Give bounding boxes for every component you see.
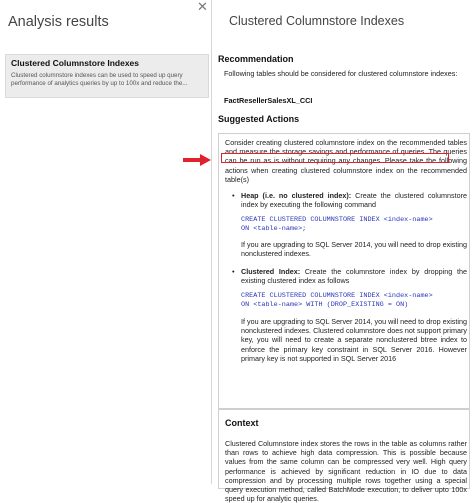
actions-intro-line2: tables and measure the storage savings and performance of queries. (225, 138, 467, 157)
clustered-index-instruction (241, 267, 467, 285)
analysis-results-title: Analysis results (8, 14, 109, 30)
bullet-heap: • (232, 191, 235, 200)
highlight-box (221, 153, 449, 163)
clustered-index-label: Clustered Index: (241, 267, 301, 276)
details-pane (213, 0, 474, 503)
heap-code-block (241, 216, 467, 234)
result-card-clustered-columnstore[interactable] (5, 54, 209, 98)
result-card-desc-line2: performance of analytics queries by up to 100x and reduce the... (11, 80, 188, 87)
details-title: Clustered Columnstore Indexes (229, 14, 405, 28)
context-text: Clustered Columnstore index stores the rows in the table as columns rather than rows to achieve high data compression. This is possible because values from the same column can be compressed very well. High query performance is achieved by significant reduction in IO due to data compression and by processing multiple rows together using a special query execution method, called BatchMode execution, to deliver upto 100x speed up for analytic queries. (225, 439, 467, 503)
bullet-clustered-index: • (232, 267, 235, 276)
result-card-title: Clustered Columnstore Indexes (11, 58, 140, 68)
result-card-desc-line1: Clustered columnstore indexes can be used to speed up query (11, 72, 183, 79)
suggested-actions-box (218, 133, 470, 409)
heap-label: Heap (i.e. no clustered index): (241, 191, 352, 200)
close-icon[interactable]: ✕ (197, 0, 208, 14)
actions-intro-highlight: The queries can be run as is without requiring any changes. (225, 147, 467, 166)
heap-note: If you are upgrading to SQL Server 2014, you will need to drop existing nonclustered indexes. (241, 240, 467, 259)
recommended-table-name: FactResellerSalesXL_CCI (224, 96, 313, 105)
arrow-icon (183, 154, 211, 166)
clustered-index-note: If you are upgrading to SQL Server 2014, you will need to drop existing nonclustered indexes. Clustered columnstore does not support primary key, you will need to create a separate nonclustered btree index to enforce the primary key constraint in SQL Server 2016. However primary key is not supported in SQL Server 2016 (241, 317, 467, 363)
heap-code-line1: CREATE CLUSTERED COLUMNSTORE INDEX <index-name> (241, 216, 433, 224)
heap-instruction (241, 191, 467, 209)
heap-text: Create the clustered columnstore index by executing the following command (241, 191, 467, 210)
clustered-index-code-line1: CREATE CLUSTERED COLUMNSTORE INDEX <index-name> (241, 292, 433, 300)
actions-intro-rest: Please take the following actions when creating clustered columnstore index on the recommended table(s) (225, 156, 467, 184)
context-box (218, 409, 470, 503)
clustered-index-code-line2: ON <table-name> WITH (DROP_EXISTING = ON) (241, 301, 409, 310)
suggested-actions-heading: Suggested Actions (218, 114, 300, 124)
actions-intro-line1: Consider creating clustered columnstore index on the recommended (225, 138, 446, 147)
analysis-results-pane (0, 0, 212, 484)
recommendation-heading: Recommendation (218, 54, 294, 64)
clustered-index-text: Create the columnstore index by dropping the existing clustered index as follows (241, 267, 467, 286)
heap-code-line2: ON <table-name>; (241, 225, 307, 234)
recommendation-text: Following tables should be considered for clustered columnstore indexes: (224, 69, 458, 78)
clustered-index-code-block (241, 292, 467, 310)
context-heading: Context (225, 418, 259, 428)
